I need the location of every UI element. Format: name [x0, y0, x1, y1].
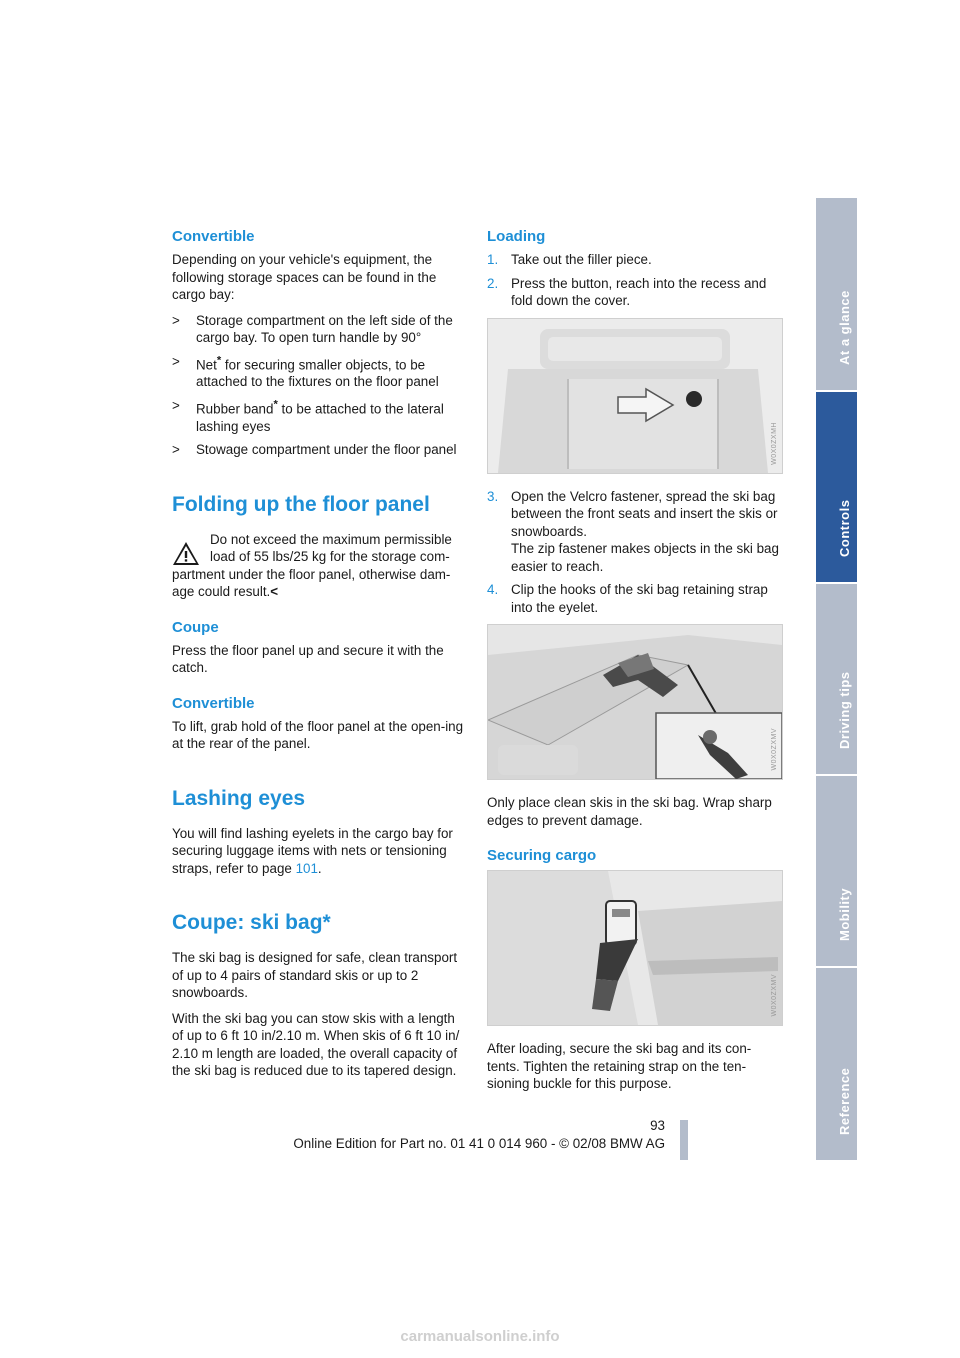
list-item [172, 441, 466, 459]
warning-text: Do not exceed the maximum permissible load of 55 lbs/25 kg for the storage com- [210, 531, 452, 565]
list-item [172, 397, 466, 435]
step-item [487, 251, 781, 269]
convertible2-heading: Convertible [172, 694, 255, 712]
storage-list [172, 312, 466, 459]
section-sidebar [816, 198, 857, 1160]
skibag-heading: Coupe: ski bag* [172, 911, 331, 935]
tab-mobility[interactable] [816, 776, 857, 966]
right-column [487, 228, 781, 1101]
list-item [172, 353, 466, 391]
figure-cover-button [487, 318, 783, 474]
after-figure-text: Only place clean skis in the ski bag. Wrap sharp edges to prevent damage. [487, 795, 772, 828]
folding-heading: Folding up the floor panel [172, 492, 430, 516]
final-text: After loading, secure the ski bag and its con-tents. Tighten the retaining strap on the ten-sioning buckle for this purpose. [487, 1041, 752, 1091]
list-item-text: to be attached to the lateral lashing eyes [196, 401, 444, 434]
list-item-text: Rubber band [196, 401, 274, 417]
step-text: Take out the filler piece. [511, 252, 652, 267]
page-link[interactable]: 101 [295, 860, 318, 876]
securing-heading: Securing cargo [487, 847, 597, 864]
coupe-heading: Coupe [172, 618, 219, 636]
figure-securing-strap [487, 870, 783, 1026]
step-number: 4. [487, 582, 499, 597]
step-number: 2. [487, 275, 499, 291]
watermark: carmanualsonline.info [400, 1328, 560, 1345]
page-number: 93 [650, 1118, 665, 1133]
skibag-text-1: The ski bag is designed for safe, clean transport of up to 4 pairs of standard skis or up to 2 snowboards. [172, 950, 458, 1001]
list-item-text: Stowage compartment under the floor panel [196, 442, 457, 458]
warning-triangle-icon [172, 541, 200, 566]
figure-code: W0X0ZXMV [771, 728, 778, 771]
loading-steps-continued [487, 488, 781, 617]
skibag-text-2: With the ski bag you can stow skis with a length of up to 6 ft 10 in/2.10 m. When skis of 6 ft 10 in/ 2.10 m length are loaded, the overall capacity of the ski bag is reduced due to its tapered design. [172, 1010, 460, 1079]
loading-heading: Loading [487, 228, 546, 245]
figure-code: W0X0ZXMV [771, 974, 778, 1017]
optional-star: * [216, 354, 222, 367]
end-mark: < [270, 584, 279, 600]
tab-controls[interactable] [816, 392, 857, 582]
step-item [487, 488, 781, 576]
step-text: Open the Velcro fastener, spread the ski bag between the front seats and insert the skis or snowboards. [511, 488, 778, 539]
lashing-text [172, 825, 466, 878]
lashing-end: . [317, 860, 322, 876]
warning-block [172, 531, 466, 601]
step-text: Press the button, reach into the recess and fold down the cover. [511, 275, 767, 308]
bullet-marker: > [172, 353, 180, 369]
figure-drawing [488, 625, 782, 779]
warning-text-continued [172, 566, 466, 601]
list-item [172, 312, 466, 347]
convertible2-text: To lift, grab hold of the floor panel at the open-ing at the rear of the panel. [172, 718, 464, 752]
lashing-heading: Lashing eyes [172, 786, 306, 810]
step-extra: The zip fastener makes objects in the ski bag easier to reach. [511, 541, 779, 574]
figure-drawing [488, 319, 782, 473]
step-item [487, 581, 781, 616]
lashing-body: You will find lashing eyelets in the cargo bay for securing luggage items with nets or tensioning straps, refer to page [172, 825, 453, 876]
tab-driving-tips[interactable] [816, 584, 857, 774]
bullet-marker: > [172, 442, 180, 458]
coupe-text: Press the floor panel up and secure it with the catch. [172, 642, 444, 676]
warning-rest: partment under the floor panel, otherwise dam-age could result. [172, 566, 451, 600]
loading-steps [487, 251, 781, 310]
list-item-text: for securing smaller objects, to be attached to the fixtures on the floor panel [196, 356, 439, 390]
tab-label: Controls [836, 499, 852, 557]
figure-drawing [488, 871, 782, 1025]
step-item [487, 275, 781, 310]
convertible-heading: Convertible [172, 228, 255, 245]
tab-label: Mobility [836, 887, 852, 941]
left-column [172, 228, 466, 1088]
tab-label: At a glance [836, 290, 852, 365]
figure-code: W0X0ZXMH [771, 421, 778, 465]
list-item-text: Net [196, 356, 217, 372]
tab-label: Reference [836, 1067, 852, 1135]
tab-reference[interactable] [816, 968, 857, 1160]
list-item-text: Storage compartment on the left side of the cargo bay. To open turn handle by 90° [196, 312, 453, 345]
optional-star: * [273, 398, 278, 411]
bullet-marker: > [172, 312, 180, 328]
convertible-intro: Depending on your vehicle's equipment, the following storage spaces can be found in the cargo bay: [172, 252, 437, 302]
edition-footer: Online Edition for Part no. 01 41 0 014 960 - © 02/08 BMW AG [293, 1136, 665, 1151]
step-number: 3. [487, 488, 499, 504]
tab-at-a-glance[interactable] [816, 198, 857, 390]
bullet-marker: > [172, 397, 180, 413]
step-number: 1. [487, 252, 499, 267]
figure-strap-eyelet [487, 624, 783, 780]
tab-label: Driving tips [836, 671, 852, 749]
step-text: Clip the hooks of the ski bag retaining strap into the eyelet. [511, 582, 768, 615]
footer-bar [680, 1120, 688, 1160]
